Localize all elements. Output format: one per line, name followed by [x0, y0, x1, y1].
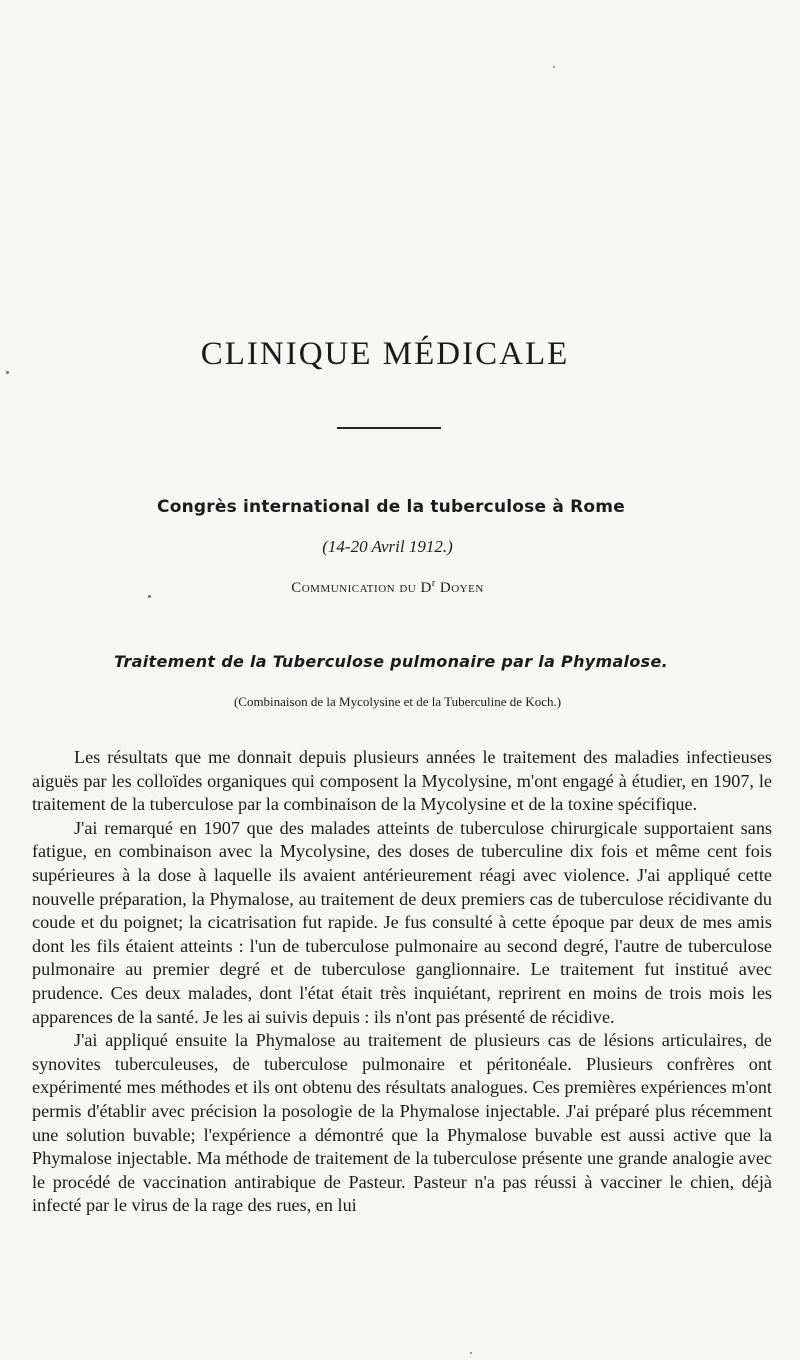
paper-speck — [148, 595, 151, 598]
paper-speck — [470, 1352, 472, 1354]
doctor-name: Doyen — [435, 580, 484, 596]
treatment-subtitle: (Combinaison de la Mycolysine et de la Tuberculine de Koch.) — [233, 694, 562, 709]
section-title: CLINIQUE MÉDICALE — [200, 336, 570, 372]
paragraph-2: J'ai remarqué en 1907 que des malades atteints de tuberculose chirurgicale supportaient sans fatigue, en combinaison avec la Mycolysine, des doses de tuberculine dix fois et même cent fois supérieures à la dose à laquelle ils avaient antérieurement réagi avec violence. J'ai appliqué cette nouvelle préparation, la Phymalose, au traitement de deux premiers cas de tuberculose récidivante du coude et du poignet; la cicatrisation fut rapide. Je fus consulté à cette époque par deux de mes amis dont les fils étaient atteints : l'un de tuberculose pulmonaire au second degré, l'autre de tuberculose pulmonaire au premier degré et de tuberculose ganglionnaire. Le traitement fut institué avec prudence. Ces deux malades, dont l'état était très inquiétant, reprirent en moins de trois mois les apparences de la santé. Je les ai suivis depuis : ils n'ont pas présenté de récidive. — [32, 817, 772, 1027]
paper-speck — [553, 66, 555, 68]
doctor-abbrev: D — [420, 580, 432, 596]
communication-prefix: Communication du — [291, 580, 421, 596]
doctor-abbrev-sup: r — [431, 578, 436, 589]
paper-speck — [6, 371, 9, 374]
communication-byline — [0, 578, 775, 597]
congress-dates: (14-20 Avril 1912.) — [322, 537, 453, 556]
title-divider — [337, 427, 441, 429]
article-body — [32, 746, 772, 1218]
treatment-title: Traitement de la Tuberculose pulmonaire par la Phymalose. — [113, 652, 668, 671]
congress-title: Congrès international de la tuberculose à Rome — [157, 497, 625, 517]
paragraph-1: Les résultats que me donnait depuis plusieurs années le traitement des maladies infectieuses aiguës par les colloïdes organiques qui composent la Mycolysine, m'ont engagé à étudier, en 1907, le traitement de la tuberculose par la combinaison de la Mycolysine et de la toxine spécifique. — [32, 747, 772, 815]
paragraph-3: J'ai appliqué ensuite la Phymalose au traitement de plusieurs cas de lésions articulaires, de synovites tuberculeuses, de tuberculose pulmonaire et péritonéale. Plusieurs confrères ont expérimenté mes méthodes et ils ont obtenu des résultats analogues. Ces premières expériences m'ont permis d'établir avec précision la posologie de la Phymalose injectable. J'ai préparé plus récemment une solution buvable; l'expérience a démontré que la Phymalose buvable est aussi active que la Phymalose injectable. Ma méthode de traitement de la tuberculose présente une grande analogie avec le procédé de vaccination antirabique de Pasteur. Pasteur n'a pas réussi à vacciner le chien, déjà infecté par le virus de la rage des rues, en lui — [32, 1030, 772, 1216]
